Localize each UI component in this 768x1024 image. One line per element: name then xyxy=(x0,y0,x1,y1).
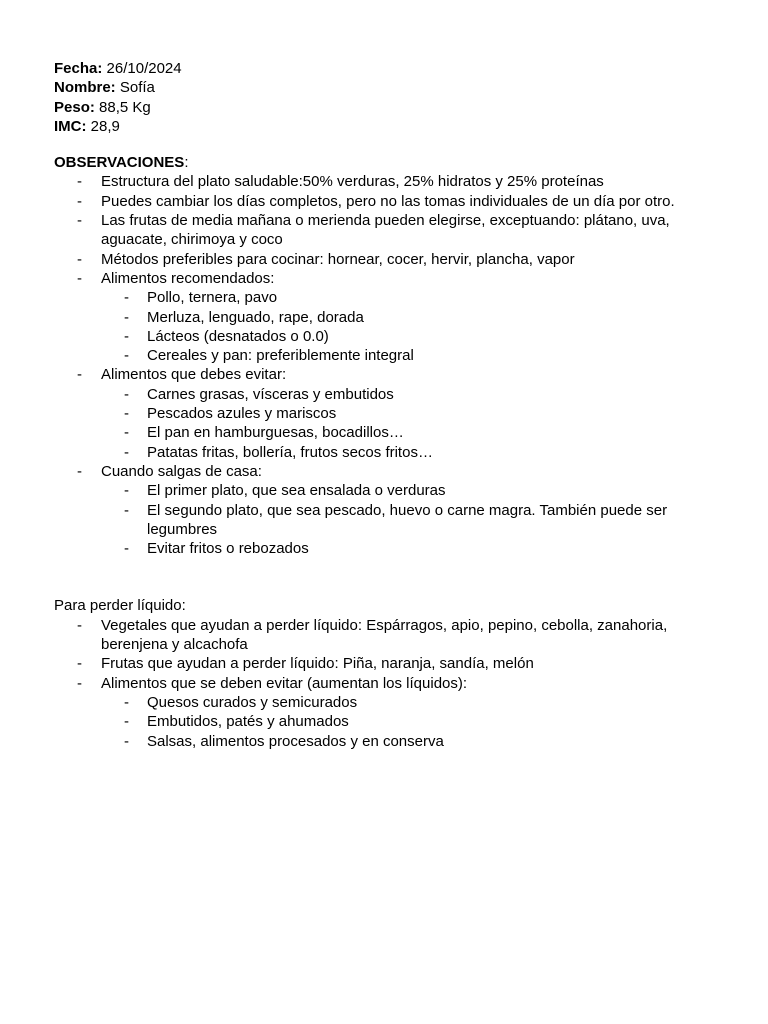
list-item-text: Puedes cambiar los días completos, pero no las tomas individuales de un día por otro. xyxy=(101,192,675,210)
liquido-list xyxy=(54,616,704,751)
sub-list-item: - Lácteos (desnatados o 0.0) xyxy=(101,327,704,346)
list-item xyxy=(54,674,704,751)
sub-list xyxy=(101,385,704,462)
observaciones-heading-colon: : xyxy=(184,154,189,172)
list-item xyxy=(54,269,704,365)
list-item-text: Vegetales que ayudan a perder líquido: Espárragos, apio, pepino, cebolla, zanahoria, berenjena y alcachofa xyxy=(101,616,668,654)
observaciones-heading-text: OBSERVACIONES xyxy=(54,154,185,172)
list-item xyxy=(54,616,704,655)
list-item xyxy=(54,250,704,269)
imc-value: 28,9 xyxy=(90,117,120,135)
list-item xyxy=(54,192,704,211)
liquido-heading: Para perder líquido: xyxy=(54,597,186,615)
observaciones-heading xyxy=(54,153,704,172)
sub-list-item: - Pescados azules y mariscos xyxy=(101,404,704,423)
list-item-text: Métodos preferibles para cocinar: hornear, cocer, hervir, plancha, vapor xyxy=(101,250,575,268)
imc-line xyxy=(54,117,704,136)
sub-list-item: - Pollo, ternera, pavo xyxy=(101,288,704,307)
document-page xyxy=(54,59,704,751)
sub-list-item: - Quesos curados y semicurados xyxy=(101,693,704,712)
sub-list-item: - Cereales y pan: preferiblemente integral xyxy=(101,346,704,365)
list-item-text: Estructura del plato saludable:50% verduras, 25% hidratos y 25% proteínas xyxy=(101,173,604,191)
peso-line xyxy=(54,98,704,117)
nombre-label: Nombre: xyxy=(54,79,116,97)
list-item-text: Alimentos recomendados: xyxy=(101,269,275,287)
sub-list xyxy=(101,693,704,751)
list-item-text: Cuando salgas de casa: xyxy=(101,462,262,480)
sub-list-item: - El segundo plato, que sea pescado, huevo o carne magra. También puede ser legumbres xyxy=(101,501,704,540)
sub-list xyxy=(101,288,704,365)
peso-label: Peso: xyxy=(54,98,95,116)
list-item-text: Alimentos que debes evitar: xyxy=(101,366,287,384)
list-item xyxy=(54,365,704,461)
sub-list-item: - El pan en hamburguesas, bocadillos… xyxy=(101,423,704,442)
fecha-line xyxy=(54,59,704,78)
list-item xyxy=(54,211,704,250)
sub-list-item: - Salsas, alimentos procesados y en conserva xyxy=(101,732,704,751)
nombre-value: Sofía xyxy=(119,79,155,97)
list-item xyxy=(54,462,704,558)
fecha-value: 26/10/2024 xyxy=(106,60,182,77)
fecha-label: Fecha: xyxy=(54,60,103,77)
nombre-line xyxy=(54,78,704,97)
list-item-text: Frutas que ayudan a perder líquido: Piña, naranja, sandía, melón xyxy=(101,655,534,673)
sub-list-item: - Patatas fritas, bollería, frutos secos fritos… xyxy=(101,443,704,462)
sub-list-item: - Embutidos, patés y ahumados xyxy=(101,712,704,731)
list-item-text: Las frutas de media mañana o merienda pueden elegirse, exceptuando: plátano, uva, aguacate, chirimoya y coco xyxy=(101,212,670,249)
imc-label: IMC: xyxy=(54,117,87,135)
sub-list-item: - El primer plato, que sea ensalada o verduras xyxy=(101,481,704,500)
sub-list-item: - Carnes grasas, vísceras y embutidos xyxy=(101,385,704,404)
sub-list xyxy=(101,481,704,558)
list-item xyxy=(54,172,704,191)
list-item-text: Alimentos que se deben evitar (aumentan los líquidos): xyxy=(101,674,468,692)
sub-list-item: - Merluza, lenguado, rape, dorada xyxy=(101,308,704,327)
observaciones-list xyxy=(54,172,704,558)
sub-list-item: - Evitar fritos o rebozados xyxy=(101,539,704,558)
list-item xyxy=(54,654,704,673)
peso-value: 88,5 Kg xyxy=(99,98,151,116)
